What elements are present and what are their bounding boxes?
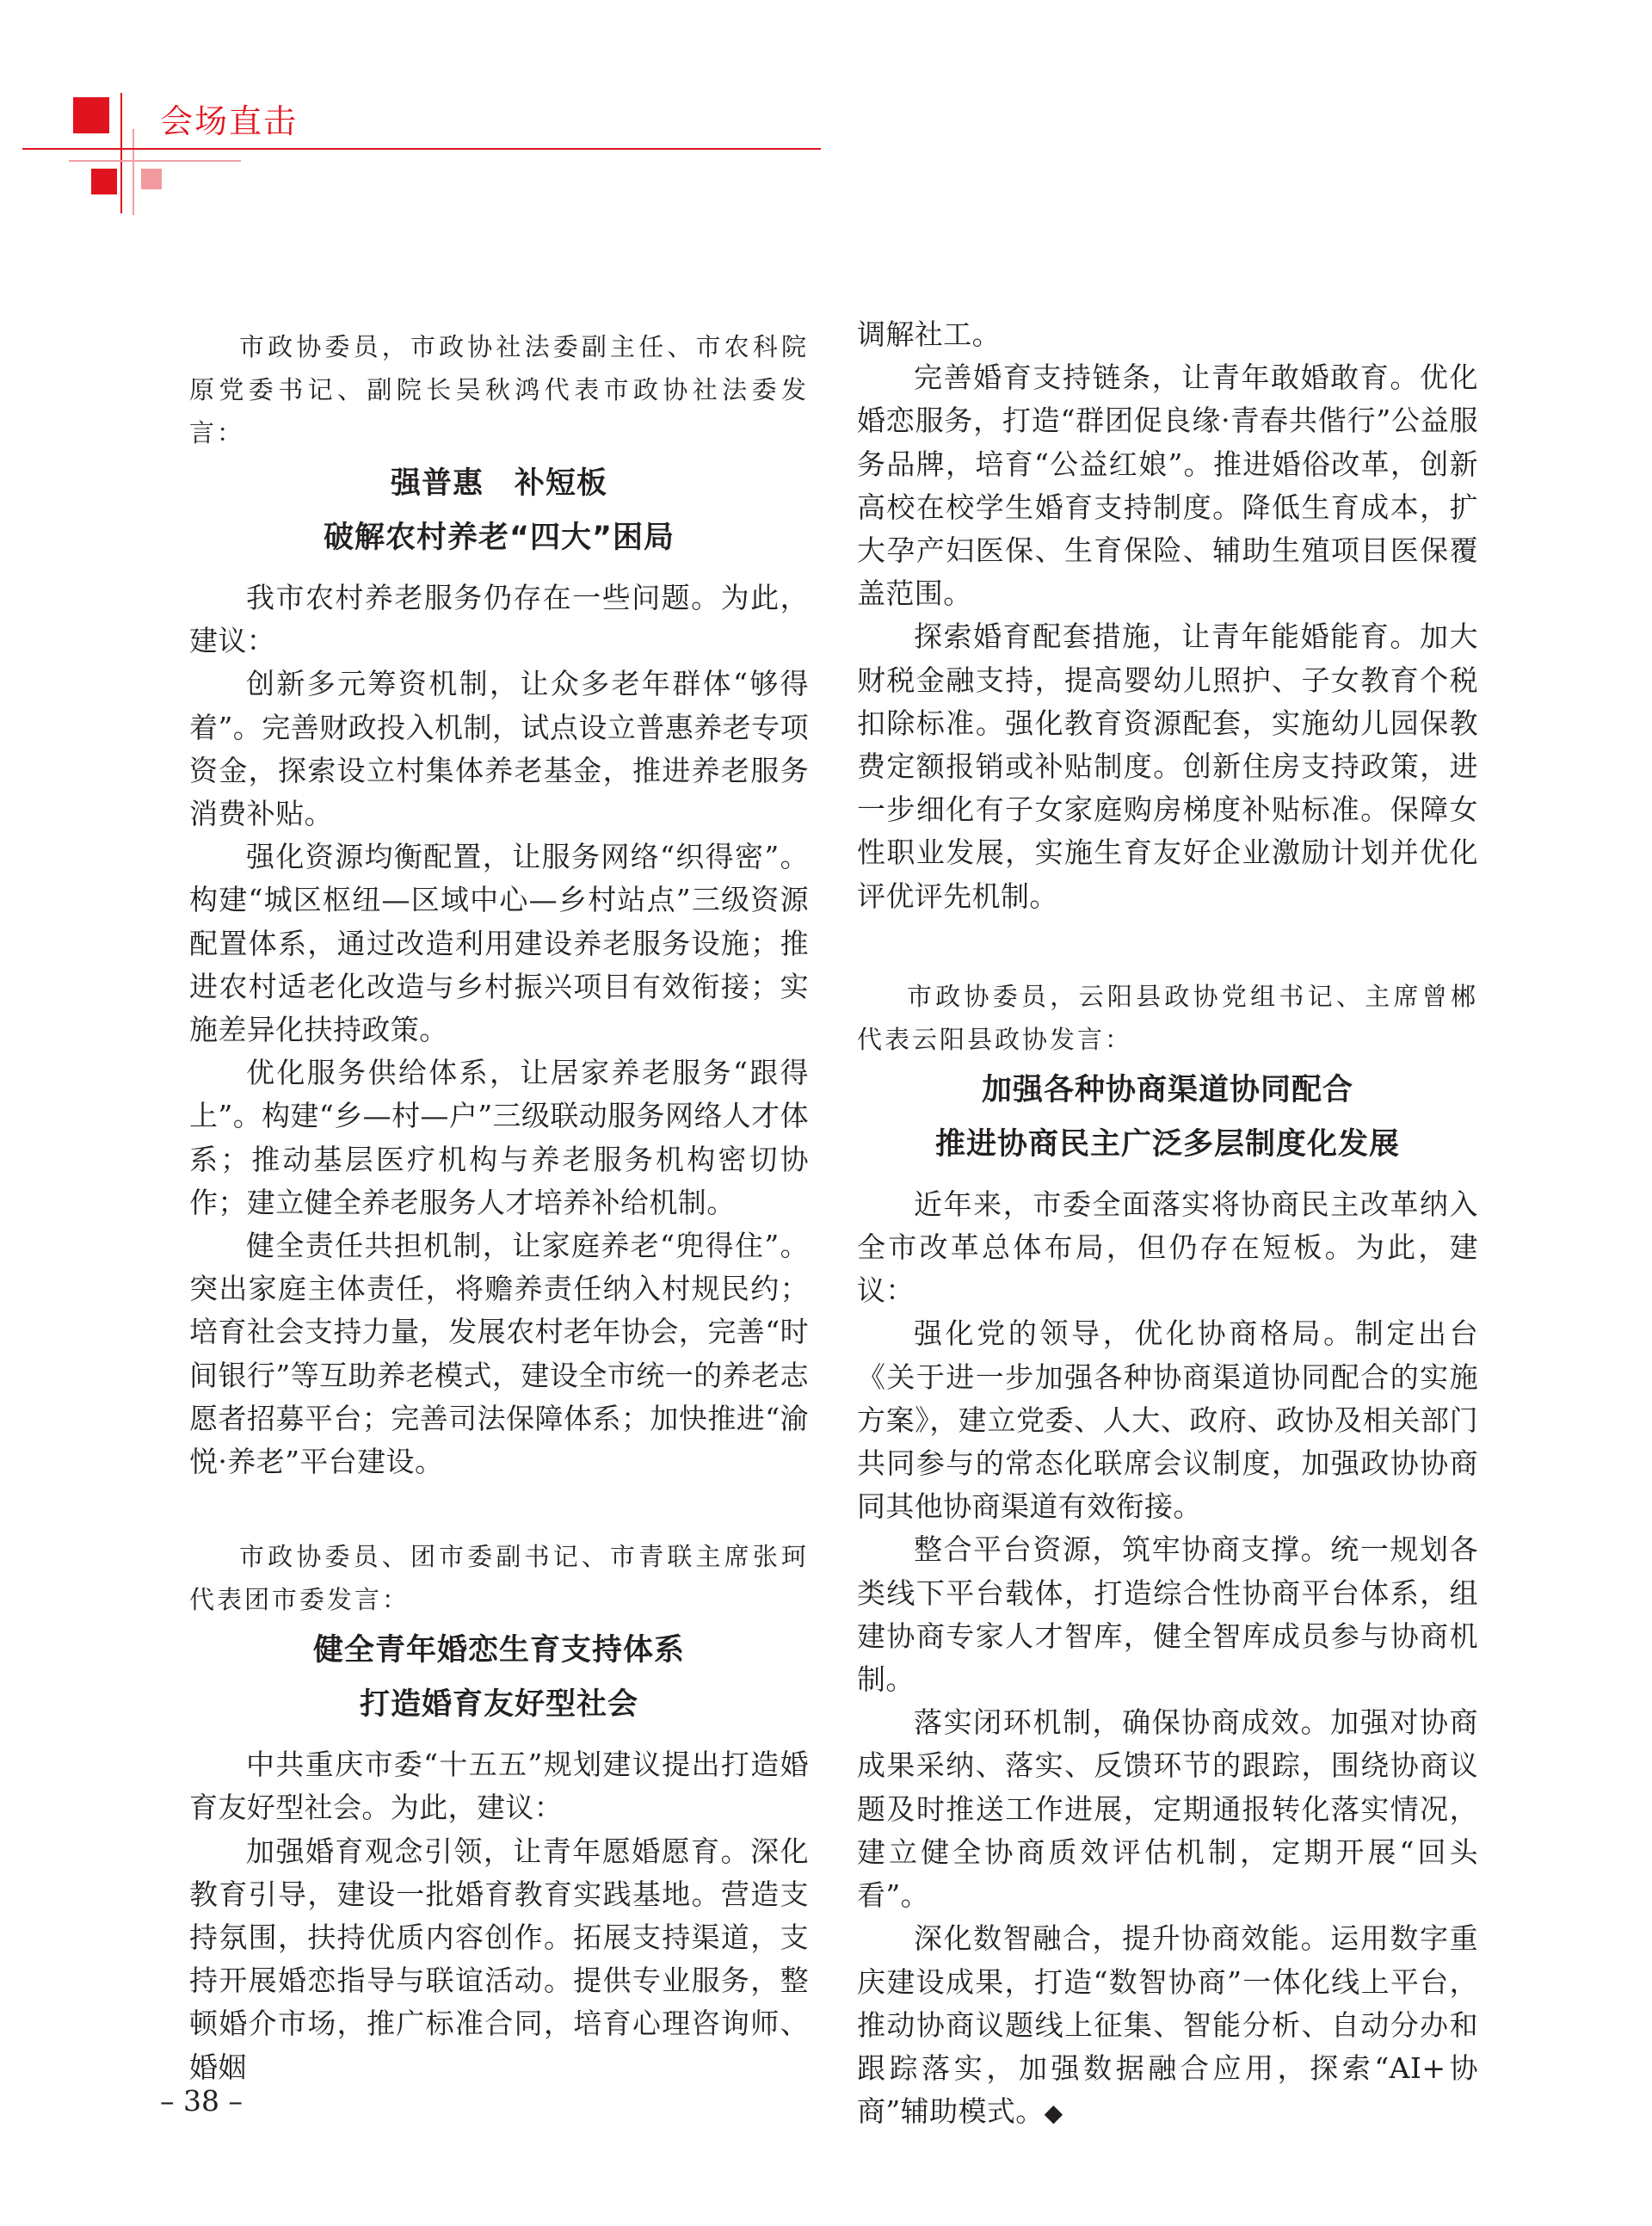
header-vertical-rule bbox=[120, 93, 122, 213]
article-paragraph: 加强婚育观念引领，让青年愿婚愿育。深化教育引导，建设一批婚育教育实践基地。营造支持氛围，扶持优质内容创作。拓展支持渠道，支持开展婚恋指导与联谊活动。提供专业服务，整顿婚介市场，推广标准合同，培育心理咨询师、婚姻 bbox=[189, 1834, 809, 2084]
page-number: – 38 – bbox=[160, 2084, 243, 2118]
article-youth-marriage-support-continued bbox=[857, 313, 1478, 918]
article-headline: 健全青年婚恋生育支持体系 bbox=[312, 1633, 685, 1668]
article-byline: 市政协委员，云阳县政协党组书记、主席曾郴代表云阳县政协发言： bbox=[857, 981, 1478, 1054]
article-youth-marriage-support bbox=[189, 1535, 809, 2089]
article-headline: 推进协商民主广泛多层制度化发展 bbox=[934, 1126, 1400, 1162]
article-paragraph: 调解社工。 bbox=[857, 318, 1001, 351]
article-paragraph: 我市农村养老服务仍存在一些问题。为此，建议： bbox=[189, 581, 809, 658]
header-red-square bbox=[73, 97, 109, 133]
article-headline: 加强各种协商渠道协同配合 bbox=[981, 1072, 1353, 1107]
article-paragraph: 强化党的领导，优化协商格局。制定出台《关于进一步加强各种协商渠道协同配合的实施方案》，建立党委、人大、政府、政协及相关部门共同参与的常态化联席会议制度，加强政协协商同其他协商渠道有效衔接。 bbox=[857, 1316, 1478, 1524]
article-paragraph-last bbox=[857, 1917, 1478, 2135]
article-paragraph: 优化服务供给体系，让居家养老服务“跟得上”。构建“乡—村—户”三级联动服务网络人才体系；推动基层医疗机构与养老服务机构密切协作；建立健全养老服务人才培养补给机制。 bbox=[189, 1056, 809, 1219]
article-paragraph: 落实闭环机制，确保协商成效。加强对协商成果采纳、落实、反馈环节的跟踪，围绕协商议题及时推送工作进展，定期通报转化落实情况，建立健全协商质效评估机制，定期开展“回头看”。 bbox=[857, 1705, 1478, 1913]
article-rural-elderly-care bbox=[189, 325, 809, 1483]
article-byline: 市政协委员，市政协社法委副主任、市农科院原党委书记、副院长吴秋鸿代表市政协社法委发言： bbox=[189, 332, 809, 447]
header-red-square-small bbox=[91, 169, 117, 194]
end-diamond-icon: ◆ bbox=[1044, 2099, 1063, 2128]
right-column bbox=[857, 313, 1478, 2135]
article-consultative-democracy bbox=[857, 975, 1478, 2135]
header-horizontal-rule-light bbox=[69, 160, 241, 162]
article-paragraph: 健全责任共担机制，让家庭养老“兜得住”。突出家庭主体责任，将赡养责任纳入村规民约；培育社会支持力量，发展农村老年协会，完善“时间银行”等互助养老模式，建设全市统一的养老志愿者招募平台；完善司法保障体系；加快推进“渝悦·养老”平台建设。 bbox=[189, 1229, 809, 1479]
article-paragraph: 探索婚育配套措施，让青年能婚能育。加大财税金融支持，提高婴幼儿照护、子女教育个税扣除标准。强化教育资源配套，实施幼儿园保教费定额报销或补贴制度。创新住房支持政策，进一步细化有子女家庭购房梯度补贴标准。保障女性职业发展，实施生育友好企业激励计划并优化评优评先机制。 bbox=[857, 620, 1478, 913]
header-pink-square-small bbox=[141, 169, 162, 189]
article-paragraph: 近年来，市委全面落实将协商民主改革纳入全市改革总体布局，但仍存在短板。为此，建议： bbox=[857, 1187, 1478, 1308]
article-headline: 破解农村养老“四大”困局 bbox=[323, 521, 675, 555]
article-paragraph: 完善婚育支持链条，让青年敢婚敢育。优化婚恋服务，打造“群团促良缘·青春共偕行”公益服务品牌，培育“公益红娘”。推进婚俗改革，创新高校在校学生婚育支持制度。降低生育成本，扩大孕产妇医保、生育保险、辅助生殖项目医保覆盖范围。 bbox=[857, 361, 1478, 611]
header-horizontal-rule bbox=[22, 148, 821, 150]
article-byline: 市政协委员、团市委副书记、市青联主席张珂代表团市委发言： bbox=[189, 1542, 809, 1615]
article-paragraph: 强化资源均衡配置，让服务网络“织得密”。构建“城区枢纽—区域中心—乡村站点”三级资源配置体系，通过改造利用建设养老服务设施；推进农村适老化改造与乡村振兴项目有效衔接；实施差异化扶持政策。 bbox=[189, 840, 809, 1047]
article-paragraph: 中共重庆市委“十五五”规划建议提出打造婚育友好型社会。为此，建议： bbox=[189, 1748, 809, 1825]
article-headline: 强普惠 补短板 bbox=[390, 466, 607, 501]
article-paragraph-text: 深化数智融合，提升协商效能。运用数字重庆建设成果，打造“数智协商”一体化线上平台，推动协商议题线上征集、智能分析、自动分办和跟踪落实，加强数据融合应用，探索“AI+协商”辅助模式。 bbox=[857, 1921, 1478, 2129]
article-paragraph: 创新多元筹资机制，让众多老年群体“够得着”。完善财政投入机制，试点设立普惠养老专项资金，探索设立村集体养老基金，推进养老服务消费补贴。 bbox=[189, 667, 809, 831]
left-column bbox=[189, 325, 809, 2089]
article-headline: 打造婚育友好型社会 bbox=[359, 1687, 638, 1723]
article-paragraph: 整合平台资源，筑牢协商支撑。统一规划各类线下平台载体，打造综合性协商平台体系，组建协商专家人才智库，健全智库成员参与协商机制。 bbox=[857, 1532, 1478, 1697]
header-vertical-rule-light bbox=[133, 129, 134, 215]
section-title: 会场直击 bbox=[160, 102, 299, 140]
